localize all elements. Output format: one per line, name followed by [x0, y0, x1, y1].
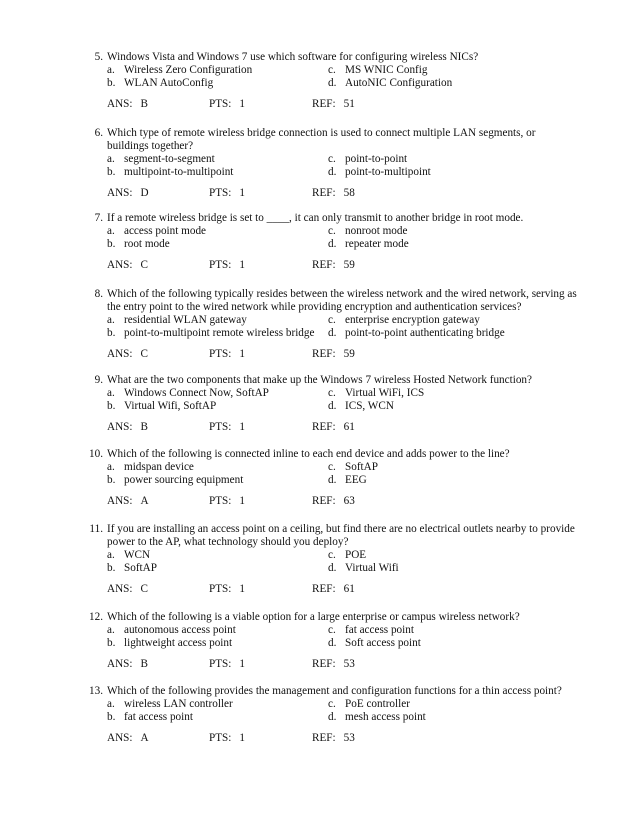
choice-d: d. repeater mode — [328, 238, 409, 250]
reference-field: REF: 58 — [312, 187, 355, 199]
choice-d: d. ICS, WCN — [328, 400, 394, 412]
choice-a: a. WCN — [107, 549, 151, 561]
choice-b: b. point-to-multipoint remote wireless bridge — [107, 327, 315, 339]
question-stem — [78, 523, 578, 549]
reference-field: REF: 53 — [312, 732, 355, 744]
answer-row — [78, 658, 578, 671]
question-text: Which of the following typically resides between the wireless network and the wired network, serving as the entry point to the wired network while providing encryption and authentication services? — [107, 288, 577, 313]
answer-row — [78, 187, 578, 200]
choice-d: d. mesh access point — [328, 711, 426, 723]
question-number: 6. — [94, 127, 103, 139]
choice-d: d. EEG — [328, 474, 367, 486]
choice-b: b. SoftAP — [107, 562, 157, 574]
choices — [78, 387, 578, 413]
choice-b: b. power sourcing equipment — [107, 474, 244, 486]
choice-c: c. POE — [328, 549, 367, 561]
choice-c: c. Virtual WiFi, ICS — [328, 387, 425, 399]
answer-field: ANS: B — [107, 421, 148, 433]
reference-field: REF: 51 — [312, 98, 355, 110]
choice-b: b. WLAN AutoConfig — [107, 77, 214, 89]
question-stem — [78, 448, 578, 461]
choice-a: a. autonomous access point — [107, 624, 236, 636]
answer-row — [78, 421, 578, 434]
question-text: Windows Vista and Windows 7 use which software for configuring wireless NICs? — [107, 51, 479, 63]
choice-d: d. Virtual Wifi — [328, 562, 399, 574]
answer-field: ANS: C — [107, 259, 148, 271]
points-field: PTS: 1 — [209, 421, 245, 433]
answer-field: ANS: A — [107, 495, 149, 507]
choice-row — [107, 711, 578, 724]
reference-field: REF: 63 — [312, 495, 355, 507]
question-number: 9. — [94, 374, 103, 386]
answer-row — [78, 495, 578, 508]
question-stem — [78, 374, 578, 387]
answer-field: ANS: B — [107, 658, 148, 670]
question-6 — [78, 127, 578, 200]
choice-d: d. point-to-point authenticating bridge — [328, 327, 505, 339]
question-number: 11. — [89, 523, 103, 535]
answer-field: ANS: C — [107, 583, 148, 595]
question-number: 12. — [89, 611, 103, 623]
question-text: Which of the following provides the management and configuration functions for a thin access point? — [107, 685, 562, 697]
question-8 — [78, 288, 578, 361]
choice-row — [107, 225, 578, 238]
question-text: If a remote wireless bridge is set to ____, it can only transmit to another bridge in root mode. — [107, 212, 524, 224]
choice-row — [107, 153, 578, 166]
answer-row — [78, 98, 578, 111]
choice-row — [107, 387, 578, 400]
question-5 — [78, 51, 578, 111]
choice-row — [107, 562, 578, 575]
answer-field: ANS: B — [107, 98, 148, 110]
choice-c: c. MS WNIC Config — [328, 64, 428, 76]
question-number: 5. — [94, 51, 103, 63]
choice-row — [107, 327, 578, 340]
question-stem — [78, 611, 578, 624]
points-field: PTS: 1 — [209, 348, 245, 360]
choice-a: a. residential WLAN gateway — [107, 314, 247, 326]
choices — [78, 64, 578, 90]
points-field: PTS: 1 — [209, 259, 245, 271]
reference-field: REF: 61 — [312, 583, 355, 595]
question-number: 7. — [94, 212, 103, 224]
question-text: If you are installing an access point on a ceiling, but find there are no electrical outlets nearby to provide power to the AP, what technology should you deploy? — [107, 523, 575, 548]
choices — [78, 153, 578, 179]
choice-c: c. point-to-point — [328, 153, 408, 165]
choice-a: a. midspan device — [107, 461, 194, 473]
choice-d: d. point-to-multipoint — [328, 166, 431, 178]
question-text: Which of the following is connected inline to each end device and adds power to the line? — [107, 448, 510, 460]
choice-d: d. Soft access point — [328, 637, 421, 649]
choice-row — [107, 400, 578, 413]
answer-row — [78, 259, 578, 272]
choices — [78, 225, 578, 251]
question-7 — [78, 212, 578, 272]
choice-c: c. enterprise encryption gateway — [328, 314, 480, 326]
choice-a: a. Windows Connect Now, SoftAP — [107, 387, 269, 399]
question-stem — [78, 51, 578, 64]
points-field: PTS: 1 — [209, 187, 245, 199]
choice-row — [107, 461, 578, 474]
question-stem — [78, 212, 578, 225]
question-13 — [78, 685, 578, 745]
choice-row — [107, 77, 578, 90]
question-number: 8. — [94, 288, 103, 300]
question-text: Which of the following is a viable option for a large enterprise or campus wireless network? — [107, 611, 520, 623]
points-field: PTS: 1 — [209, 98, 245, 110]
choice-c: c. fat access point — [328, 624, 414, 636]
choice-c: c. SoftAP — [328, 461, 378, 473]
points-field: PTS: 1 — [209, 658, 245, 670]
choice-row — [107, 64, 578, 77]
question-stem — [78, 288, 578, 314]
points-field: PTS: 1 — [209, 583, 245, 595]
answer-row — [78, 348, 578, 361]
choice-b: b. root mode — [107, 238, 170, 250]
reference-field: REF: 59 — [312, 259, 355, 271]
choice-b: b. fat access point — [107, 711, 193, 723]
question-9 — [78, 374, 578, 434]
answer-field: ANS: C — [107, 348, 148, 360]
question-12 — [78, 611, 578, 671]
choice-a: a. access point mode — [107, 225, 207, 237]
choices — [78, 698, 578, 724]
reference-field: REF: 53 — [312, 658, 355, 670]
choice-row — [107, 637, 578, 650]
choice-a: a. Wireless Zero Configuration — [107, 64, 253, 76]
question-text: What are the two components that make up the Windows 7 wireless Hosted Network function? — [107, 374, 532, 386]
choice-row — [107, 166, 578, 179]
answer-row — [78, 732, 578, 745]
reference-field: REF: 59 — [312, 348, 355, 360]
question-11 — [78, 523, 578, 596]
choice-row — [107, 624, 578, 637]
choice-b: b. Virtual Wifi, SoftAP — [107, 400, 217, 412]
choice-b: b. multipoint-to-multipoint — [107, 166, 234, 178]
question-stem — [78, 685, 578, 698]
choices — [78, 461, 578, 487]
choice-row — [107, 549, 578, 562]
choice-a: a. segment-to-segment — [107, 153, 215, 165]
choice-row — [107, 474, 578, 487]
question-number: 13. — [89, 685, 103, 697]
points-field: PTS: 1 — [209, 732, 245, 744]
answer-field: ANS: D — [107, 187, 149, 199]
question-stem — [78, 127, 578, 153]
choice-c: c. nonroot mode — [328, 225, 408, 237]
answer-field: ANS: A — [107, 732, 149, 744]
choice-row — [107, 314, 578, 327]
answer-row — [78, 583, 578, 596]
choice-a: a. wireless LAN controller — [107, 698, 233, 710]
choices — [78, 314, 578, 340]
choice-row — [107, 698, 578, 711]
choice-b: b. lightweight access point — [107, 637, 233, 649]
choice-c: c. PoE controller — [328, 698, 410, 710]
question-number: 10. — [89, 448, 103, 460]
question-text: Which type of remote wireless bridge connection is used to connect multiple LAN segments, or buildings together? — [107, 127, 536, 152]
question-10 — [78, 448, 578, 508]
reference-field: REF: 61 — [312, 421, 355, 433]
choices — [78, 624, 578, 650]
choice-row — [107, 238, 578, 251]
points-field: PTS: 1 — [209, 495, 245, 507]
choices — [78, 549, 578, 575]
choice-d: d. AutoNIC Configuration — [328, 77, 453, 89]
